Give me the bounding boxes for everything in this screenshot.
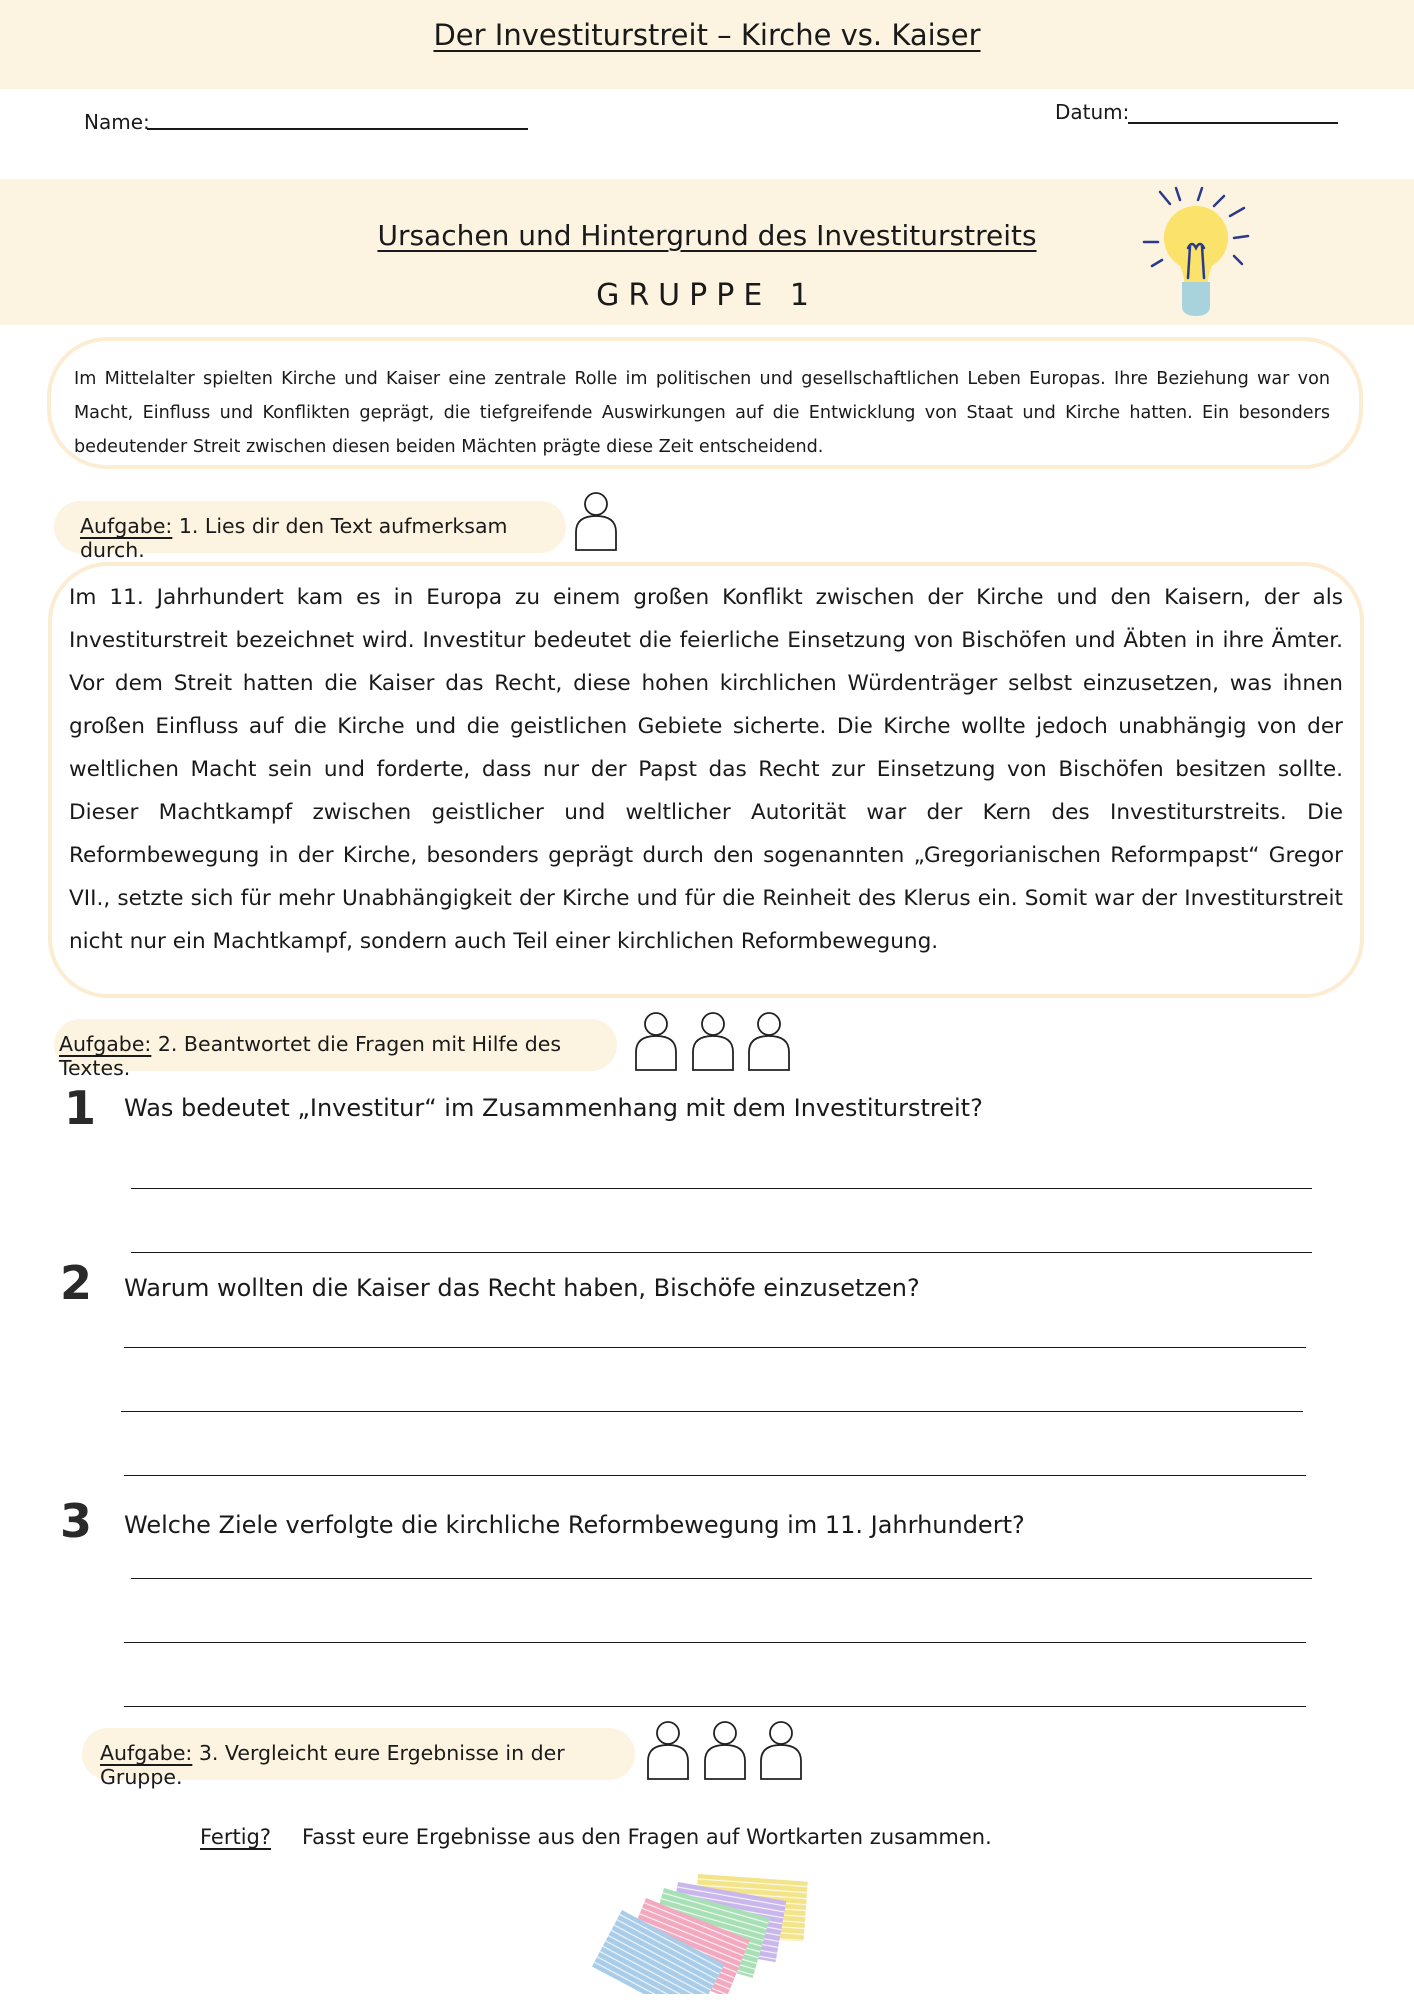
task-1-label: Aufgabe: [80,514,173,538]
task-2-label: Aufgabe: [59,1032,152,1056]
task-3-text: 3. Vergleicht eure Ergebnisse in der Gruppe. [100,1741,565,1789]
task-1 [54,501,566,562]
question-2-text: Warum wollten die Kaiser das Recht haben, Bischöfe einzusetzen? [124,1274,920,1302]
question-2-number: 2 [60,1256,93,1310]
question-1-number: 1 [64,1081,97,1135]
answer-line[interactable] [131,1188,1312,1189]
intro-text: Im Mittelalter spielten Kirche und Kaiser eine zentrale Rolle im politischen und gesellschaftlichen Leben Europas. Ihre Beziehung war von Macht, Einfluss und Konflikten geprägt, die tiefgreifende Auswirkungen auf die Entwicklung von Staat und Kirche hatten. Ein besonders bedeutender Streit zwischen diesen beiden Mächten prägte diese Zeit entscheidend. [74,369,1330,457]
person-icon [633,1010,679,1074]
task-3 [82,1728,635,1789]
name-field[interactable] [147,128,528,130]
done-label: Fertig? [200,1825,272,1849]
task-2-text: 2. Beantwortet die Fragen mit Hilfe des Textes. [59,1032,562,1080]
answer-line[interactable] [121,1411,1303,1412]
person-icon [758,1719,804,1783]
question-3-number: 3 [60,1494,93,1548]
index-cards-icon [588,1866,828,1994]
date-label: Datum: [1055,100,1130,124]
answer-line[interactable] [131,1252,1312,1253]
answer-line[interactable] [131,1578,1312,1579]
date-field[interactable] [1128,122,1338,124]
lightbulb-icon [1138,186,1258,322]
main-text: Im 11. Jahrhundert kam es in Europa zu einem großen Konflikt zwischen der Kirche und den Kaisern, der als Investiturstreit bezeichnet wird. Investitur bedeutet die feierliche Einsetzung von Bischöfen und Äbten in ihre Ämter. Vor dem Streit hatten die Kaiser das Recht, diese hohen kirchlichen Würdenträger selbst einzusetzen, was ihnen großen Einfluss auf die Kirche und die geistlichen Gebiete sicherte. Die Kirche wollte jedoch unabhängig von der weltlichen Macht sein und forderte, dass nur der Papst das Recht zur Einsetzung von Bischöfen besitzen sollte. Dieser Machtkampf zwischen geistlicher und weltlicher Autorität war der Kern des Investiturstreits. Die Reformbewegung in der Kirche, besonders geprägt durch den sogenannten „Gregorianischen Reformpapst“ Gregor VII., setzte sich für mehr Unabhängigkeit der Kirche und für die Reinheit des Klerus ein. Somit war der Investiturstreit nicht nur ein Machtkampf, sondern auch Teil einer kirchlichen Reformbewegung. [69,585,1343,954]
group-label: GRUPPE 1 [596,278,818,313]
done-text: Fasst eure Ergebnisse aus den Fragen auf Wortkarten zusammen. [302,1825,992,1849]
person-icon [702,1719,748,1783]
question-3-text: Welche Ziele verfolgte die kirchliche Reformbewegung im 11. Jahrhundert? [124,1511,1025,1539]
answer-line[interactable] [124,1347,1306,1348]
answer-line[interactable] [124,1475,1306,1476]
person-icon [746,1010,792,1074]
task-2 [54,1019,617,1080]
task-1-text: 1. Lies dir den Text aufmerksam durch. [80,514,508,562]
name-label: Name: [84,110,150,134]
answer-line[interactable] [124,1642,1306,1643]
task-3-label: Aufgabe: [100,1741,193,1765]
section-title: Ursachen und Hintergrund des Investiturstreits [377,219,1037,252]
person-icon [573,490,619,554]
answer-line[interactable] [124,1706,1306,1707]
question-1-text: Was bedeutet „Investitur“ im Zusammenhang mit dem Investiturstreit? [124,1094,983,1122]
person-icon [645,1719,691,1783]
person-icon [690,1010,736,1074]
page-title: Der Investiturstreit – Kirche vs. Kaiser [433,18,981,52]
